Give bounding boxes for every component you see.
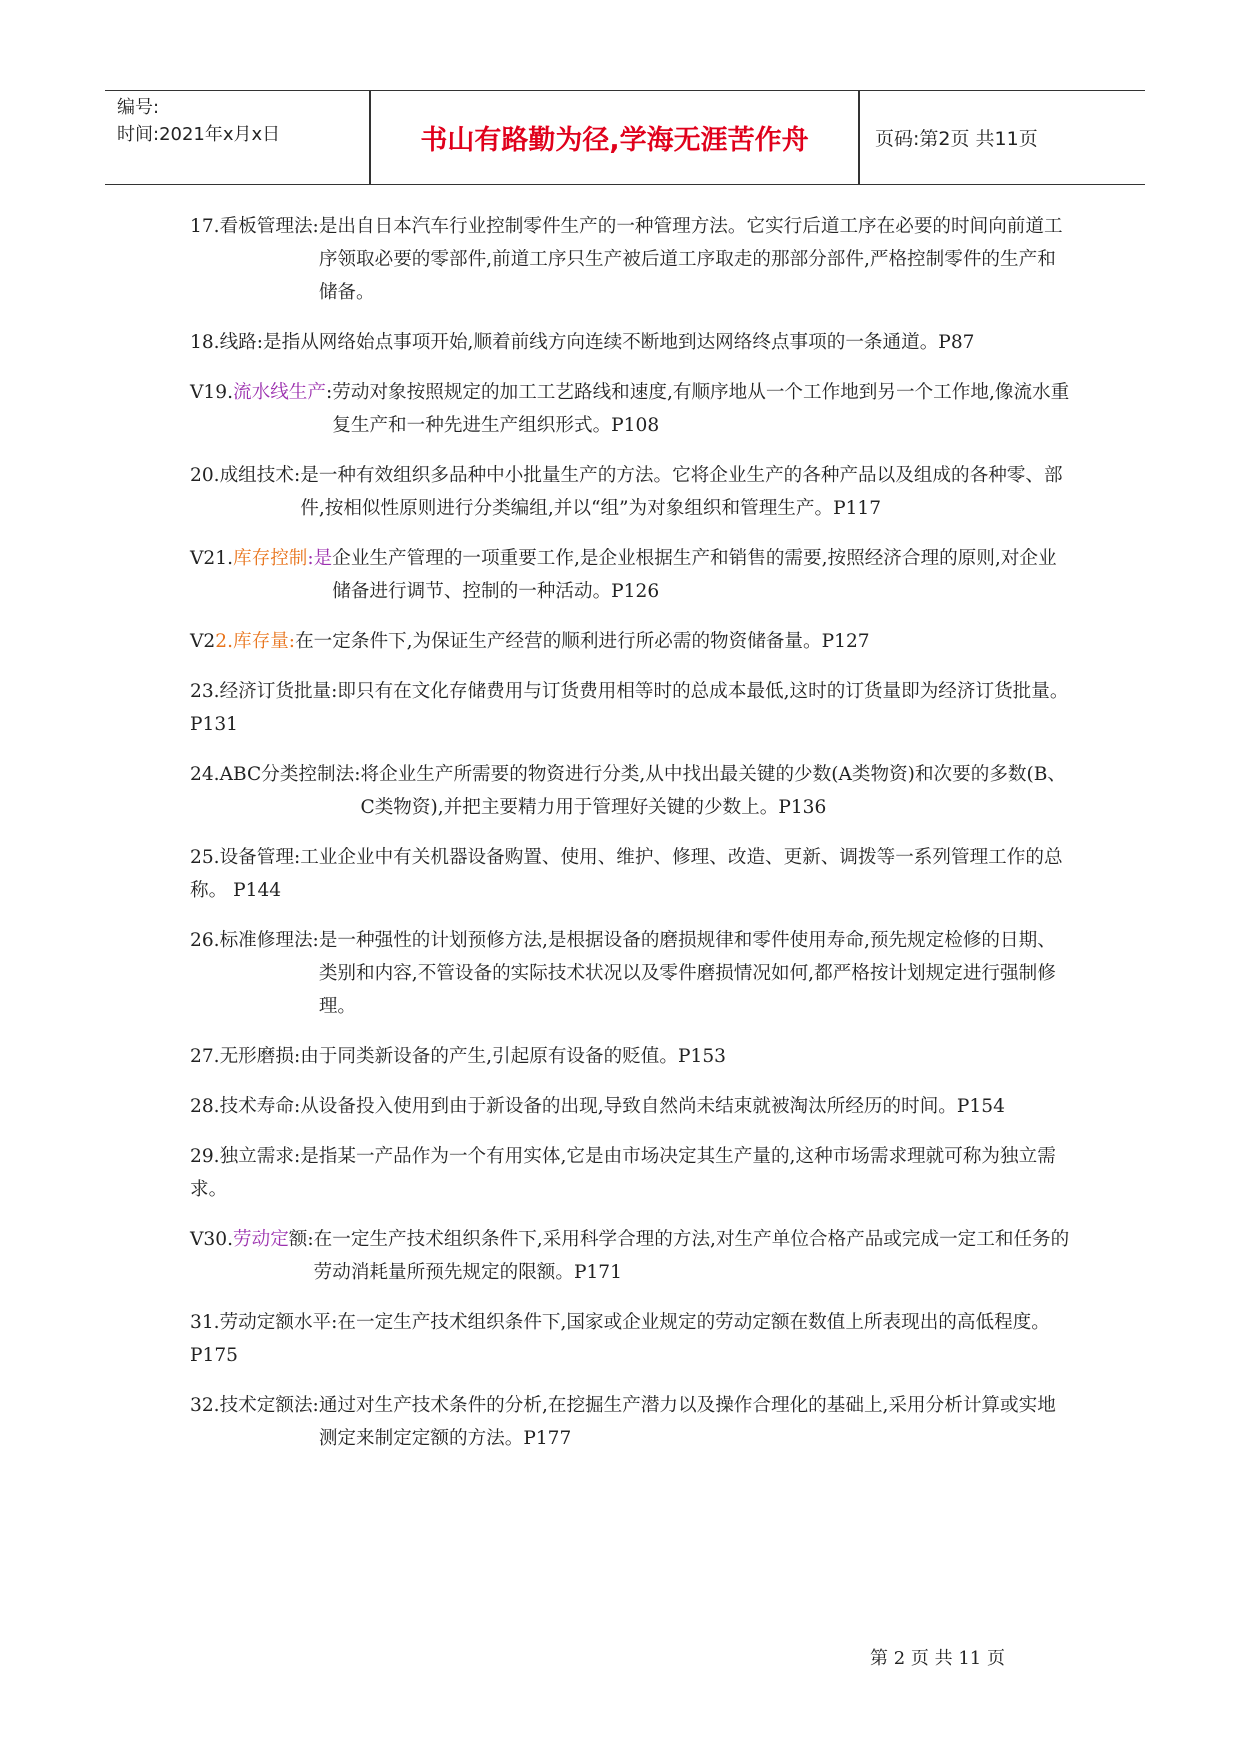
entry-definition: 将企业生产所需要的物资进行分类,从中找出最关键的少数(A类物资)和次要的多数(B、C类物资),并把主要精力用于管理好关键的少数上。P136	[360, 764, 1067, 818]
entry-term: 26.标准修理法:	[190, 930, 319, 951]
entry-text: 25.设备管理:工业企业中有关机器设备购置、使用、维护、修理、改造、更新、调拨等一系列管理工作的总称。 P144	[190, 847, 1063, 901]
entry-separator: :是	[307, 548, 333, 569]
highlighted-term: 库存控制	[233, 548, 308, 569]
entry-23	[190, 675, 1070, 741]
entry-25	[190, 841, 1070, 907]
entry-30	[190, 1223, 1070, 1289]
entry-term: 17.看板管理法:	[190, 216, 319, 237]
highlighted-term: 2.库存量:	[215, 631, 296, 652]
header-divider	[858, 91, 860, 184]
entry-term	[190, 376, 332, 409]
entry-26	[190, 924, 1070, 1023]
entry-prefix: V19.	[190, 382, 233, 403]
entry-text: 27.无形磨损:由于同类新设备的产生,引起原有设备的贬值。P153	[190, 1046, 726, 1067]
entry-19	[190, 376, 1070, 442]
entry-definition: 是出自日本汽车行业控制零件生产的一种管理方法。它实行后道工序在必要的时间向前道工序领取必要的零部件,前道工序只生产被后道工序取走的那部分部件,严格控制零件的生产和储备。	[318, 216, 1063, 303]
entry-text: 23.经济订货批量:即只有在文化存储费用与订货费用相等时的总成本最低,这时的订货量即为经济订货批量。P131	[190, 681, 1069, 735]
entry-text: 28.技术寿命:从设备投入使用到由于新设备的出现,导致自然尚未结束就被淘汰所经历的时间。P154	[190, 1096, 1005, 1117]
entry-definition: 企业生产管理的一项重要工作,是企业根据生产和销售的需要,按照经济合理的原则,对企业储备进行调节、控制的一种活动。P126	[332, 548, 1057, 602]
entry-22	[190, 625, 1070, 658]
entry-20	[190, 459, 1070, 525]
entry-text: 31.劳动定额水平:在一定生产技术组织条件下,国家或企业规定的劳动定额在数值上所表现出的高低程度。P175	[190, 1312, 1050, 1366]
entry-definition: 在一定条件下,为保证生产经营的顺利进行所必需的物资储备量。P127	[295, 631, 870, 652]
entry-24	[190, 758, 1070, 824]
entry-term	[190, 1223, 314, 1256]
entry-text: 18.线路:是指从网络始点事项开始,顺着前线方向连续不断地到达网络终点事项的一条通道。P87	[190, 332, 975, 353]
entry-definition: 是一种有效组织多品种中小批量生产的方法。它将企业生产的各种产品以及组成的各种零、部件,按相似性原则进行分类编组,并以“组”为对象组织和管理生产。P117	[300, 465, 1063, 519]
highlighted-term: 劳动定	[233, 1229, 289, 1250]
entry-term	[190, 542, 332, 575]
entry-text: 29.独立需求:是指某一产品作为一个有用实体,它是由市场决定其生产量的,这种市场需求理就可称为独立需求。	[190, 1146, 1056, 1200]
entry-21	[190, 542, 1070, 608]
header-motto: 书山有路勤为径,学海无涯苦作舟	[420, 125, 809, 156]
entry-definition: 通过对生产技术条件的分析,在挖掘生产潜力以及操作合理化的基础上,采用分析计算或实地测定来制定定额的方法。P177	[318, 1395, 1056, 1449]
entry-prefix: V30.	[190, 1229, 233, 1250]
entry-definition: 在一定生产技术组织条件下,采用科学合理的方法,对生产单位合格产品或完成一定工和任务的劳动消耗量所预先规定的限额。P171	[313, 1229, 1070, 1283]
number-label: 编号:	[117, 97, 160, 118]
highlighted-term: 流水线生产	[233, 382, 326, 403]
page-footer: 第 2 页 共 11 页	[870, 1648, 1005, 1669]
entry-term: 20.成组技术:	[190, 465, 301, 486]
entry-29	[190, 1140, 1070, 1206]
page-code: 页码:第2页 共11页	[875, 128, 1038, 150]
entry-31	[190, 1306, 1070, 1372]
header-meta	[117, 94, 362, 181]
entry-18	[190, 326, 1070, 359]
document-body	[190, 210, 1070, 1472]
entry-32	[190, 1389, 1070, 1455]
time-label: 时间:2021年x月x日	[117, 124, 281, 145]
entry-27	[190, 1040, 1070, 1073]
entry-separator: :	[325, 382, 333, 403]
entry-28	[190, 1090, 1070, 1123]
page-header	[105, 90, 1145, 185]
entry-separator: 额:	[288, 1229, 314, 1250]
entry-term: 24.ABC分类控制法:	[190, 764, 361, 785]
entry-prefix: V21.	[190, 548, 233, 569]
entry-17	[190, 210, 1070, 309]
entry-definition: 劳动对象按照规定的加工工艺路线和速度,有顺序地从一个工作地到另一个工作地,像流水重复生产和一种先进生产组织形式。P108	[332, 382, 1070, 436]
entry-prefix: V2	[190, 631, 216, 652]
entry-term: 32.技术定额法:	[190, 1395, 319, 1416]
entry-definition: 是一种强性的计划预修方法,是根据设备的磨损规律和零件使用寿命,预先规定检修的日期、类别和内容,不管设备的实际技术状况以及零件磨损情况如何,都严格按计划规定进行强制修理。	[318, 930, 1056, 1017]
